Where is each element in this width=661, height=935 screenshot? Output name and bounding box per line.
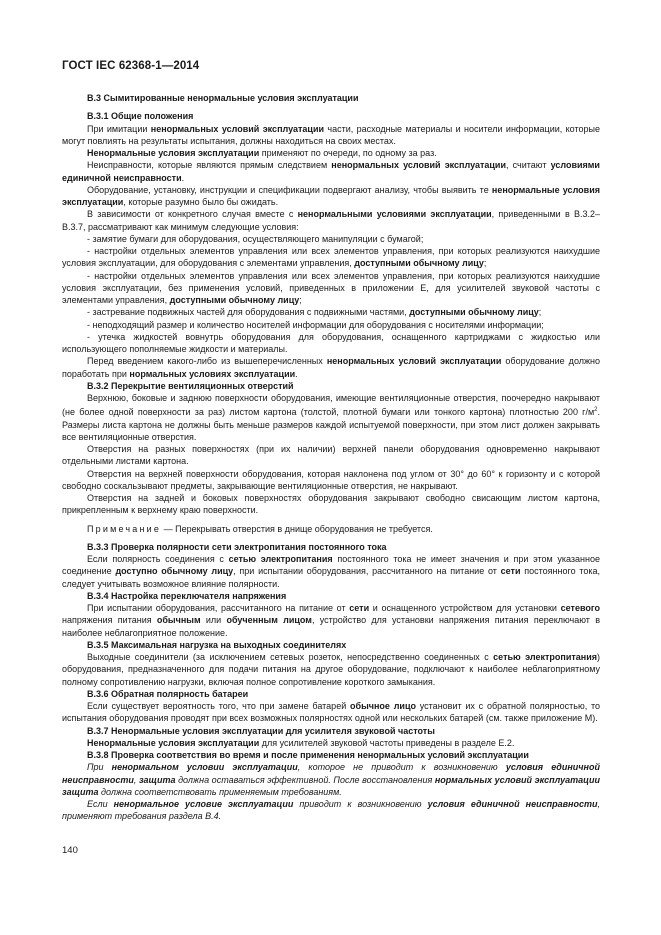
paragraph: Перед введением какого-либо из вышеперечисленных ненормальных условий эксплуатации оборудование должно поработать при нормальных условиях эксплуатации. — [62, 356, 600, 379]
section-b31-heading: В.3.1 Общие положения — [87, 111, 194, 122]
paragraph: Отверстия на разных поверхностях (при их наличии) верхней панели оборудования одновременно накрывают отдельными листами картона. — [62, 444, 600, 467]
section-b35-heading: В.3.5 Максимальная нагрузка на выходных соединителях — [87, 639, 347, 650]
paragraph: При имитации ненормальных условий эксплуатации части, расходные материалы и носители информации, которые могут повлиять на результаты испытания, должны находиться на своих местах. — [62, 123, 600, 146]
paragraph: Ненормальные условия эксплуатации применяют по очереди, по одному за раз. — [87, 148, 437, 158]
list-item: - утечка жидкостей вовнутрь оборудования для оборудования, оснащенного картриджами с жидкостью или использующего пополняемые жидкости и материалы. — [62, 331, 600, 354]
note: Примечание — Перекрывать отверстия в днище оборудования не требуется. — [87, 523, 433, 534]
page-number: 140 — [62, 845, 78, 856]
paragraph: При ненормальном условии эксплуатации, которое не приводит к возникновению условия единичной неисправности, защита должна оставаться эффективной. После восстановления нормальных условий эксплуатации защита должна соответствовать применяемым требованиям. — [62, 762, 600, 797]
section-b37-heading: В.3.7 Ненормальные условия эксплуатации для усилителя звуковой частоты — [87, 725, 435, 736]
section-b32-heading: В.3.2 Перекрытие вентиляционных отверстий — [87, 380, 294, 391]
paragraph: Ненормальные условия эксплуатации для усилителей звуковой частоты приведены в разделе Е.2. — [87, 737, 515, 748]
list-item: - настройки отдельных элементов управления или всех элементов управления, при которых реализуются наихудшие условия эксплуатации, для оборудования с элементами управления, доступными обычному лицу; — [62, 246, 600, 269]
paragraph: В зависимости от конкретного случая вместе с ненормальными условиями эксплуатации, приведенными в В.3.2–В.3.7, рассматривают как минимум следующие условия: — [62, 209, 600, 232]
paragraph: Если ненормальное условие эксплуатации приводит к возникновению условия единичной неисправности, применяют требования раздела В.4. — [62, 799, 600, 822]
paragraph: При испытании оборудования, рассчитанного на питание от сети и оснащенного устройством для установки сетевого напряжения питания обычным или обученным лицом, устройство для установки напряжения питания переключают в наиболее неблагоприятное положение. — [62, 603, 600, 638]
paragraph: Если полярность соединения с сетью электропитания постоянного тока не имеет значения и при этом указанное соединение доступно обычному лицу, при испытании оборудования, рассчитанного на питание от сети постоянного тока, следует учитывать возможное влияние полярности. — [62, 554, 600, 589]
section-b3-heading: В.3 Сымитированные ненормальные условия эксплуатации — [87, 93, 359, 103]
list-item: - неподходящий размер и количество носителей информации для оборудования с носителями информации; — [87, 319, 544, 330]
paragraph: Оборудование, установку, инструкции и спецификации подвергают анализу, чтобы выявить те ненормальные условия эксплуатации, которые разумно было бы ожидать. — [62, 184, 600, 207]
list-item: - настройки отдельных элементов управления или всех элементов управления, при которых реализуются наихудшие условия эксплуатации, без применения условий, приведенных в приложении Е, для усилителей звуковой частоты с элементами управления, доступными обычному лицу; — [62, 270, 600, 305]
section-b33-heading: В.3.3 Проверка полярности сети электропитания постоянного тока — [87, 541, 387, 552]
paragraph: Отверстия на верхней поверхности оборудования, которая наклонена под углом от 30° до 60° к горизонту и с которой свободно соскальзывают предметы, закрывающие вентиляционные отверстия, не накрывают. — [62, 468, 600, 491]
paragraph: Выходные соединители (за исключением сетевых розеток, непосредственно соединенных с сетью электропитания) оборудования, предназначенного для подачи питания на другое оборудование, подключают к наиболее неблагоприятному полному сопротивлению нагрузки, включая полное сопротивление короткого замыкания. — [62, 652, 600, 687]
document-body — [62, 92, 600, 823]
paragraph: Отверстия на задней и боковых поверхностях оборудования закрывают свободно свисающим листом картона, прикрепленным к верхнему краю поверхности. — [62, 493, 600, 516]
section-b34-heading: В.3.4 Настройка переключателя напряжения — [87, 590, 287, 601]
paragraph: Неисправности, которые являются прямым следствием ненормальных условий эксплуатации, считают условиями единичной неисправности. — [62, 160, 600, 183]
section-b38-heading: В.3.8 Проверка соответствия во время и после применения ненормальных условий эксплуатации — [87, 750, 529, 760]
list-item: - застревание подвижных частей для оборудования с подвижными частями, доступными обычному лицу; — [87, 307, 542, 318]
list-item: - замятие бумаги для оборудования, осуществляющего манипуляции с бумагой; — [87, 233, 424, 244]
page-header: ГОСТ IEC 62368-1—2014 — [62, 60, 200, 72]
paragraph: Верхнюю, боковые и заднюю поверхности оборудования, имеющие вентиляционные отверстия, поочередно накрывают (не более одной поверхности за раз) листом картона (толстой, плотной бумаги или тонкого картона) плотностью 200 $г/м^2$. Размеры листа картона не должны быть меньше размеров каждой испытуемой поверхности, при этом лист должен закрывать все вентиляционные отверстия. — [62, 393, 600, 442]
section-b36-heading: В.3.6 Обратная полярность батареи — [87, 688, 249, 699]
paragraph: Если существует вероятность того, что при замене батарей обычное лицо установит их с обратной полярностью, то испытания оборудования проводят при всех возможных полярностях одной или нескольких батарей (см. также приложение М). — [62, 701, 601, 724]
